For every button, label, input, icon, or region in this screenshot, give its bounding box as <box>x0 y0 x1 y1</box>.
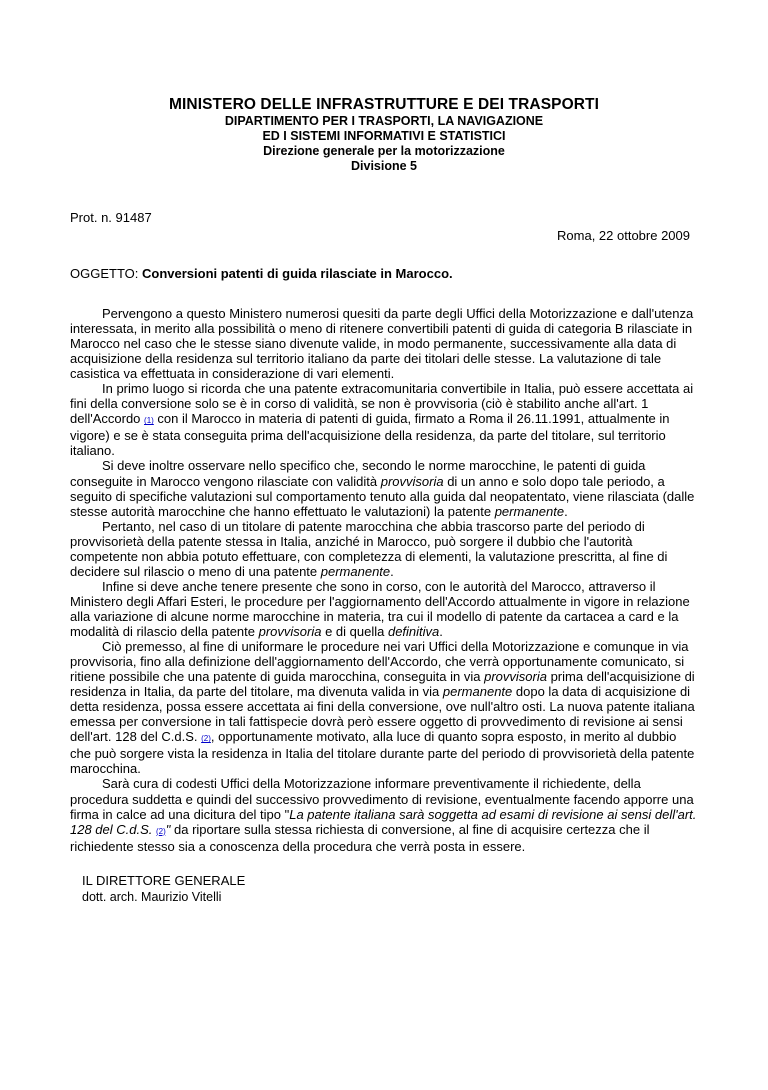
italic-term: provvisoria <box>484 669 547 685</box>
footnote-link-1[interactable]: (1) <box>144 416 154 426</box>
footnote-link-2[interactable]: (2) <box>201 734 211 744</box>
division-line: Divisione 5 <box>351 159 417 173</box>
italic-term: provvisoria <box>380 473 444 489</box>
italic-term: definitiva <box>387 623 440 639</box>
paragraph-text: Ciò premesso, al fine di uniformare le procedure nei vari Uffici della Motorizzazione e comunque in via provvisoria, fino alla definizione dell'aggiornamento dell'Accordo, che verrà opportunamente comunicato, si ritiene possibile che una patente di guida marocchina, conseguita in via <box>70 639 689 685</box>
signatory-name: dott. arch. Maurizio Vitelli <box>82 889 222 904</box>
subject-line <box>70 266 698 282</box>
paragraph-4 <box>70 519 698 579</box>
direction-line: Direzione generale per la motorizzazione <box>263 144 505 158</box>
letter-date: Roma, 22 ottobre 2009 <box>557 228 690 243</box>
paragraph-5 <box>70 579 698 639</box>
italic-term: permanente <box>494 503 565 519</box>
paragraph-text: . <box>564 503 568 519</box>
ministry-title: MINISTERO DELLE INFRASTRUTTURE E DEI TRASPORTI <box>169 96 599 113</box>
department-line-2: ED I SISTEMI INFORMATIVI E STATISTICI <box>262 129 506 143</box>
paragraph-text: prima dell'acquisizione di residenza in Italia, da parte del titolare, ma divenuta valida in via <box>70 669 695 700</box>
paragraph-text: Infine si deve anche tenere presente che sono in corso, con le autorità del Marocco, attraverso il Ministero degli Affari Esteri, le procedure per l'aggiornamento dell'Accordo attualmente in vigore in relazione alla variazione di alcune norme marocchine in materia, tra cui il modello di patente da cartacea a card e la modalità di rilascio della patente <box>70 578 690 639</box>
letter-body <box>70 306 698 854</box>
paragraph-6 <box>70 639 698 776</box>
letterhead <box>70 96 698 174</box>
paragraph-text: da riportare sulla stessa richiesta di conversione, al fine di acquisire certezza che il richiedente stesso sia a conoscenza della procedura che verrà posta in essere. <box>70 821 650 854</box>
paragraph-7 <box>70 776 698 853</box>
paragraph-3 <box>70 458 698 518</box>
paragraph-text: e di quella <box>321 623 388 639</box>
paragraph-text: Pervengono a questo Ministero numerosi quesiti da parte degli Uffici della Motorizzazione e dall'utenza interessata, in merito alla possibilità o meno di ritenere convertibili patenti di guida di categoria B rilasciate in Marocco nel caso che le stesse siano divenute valide, in modo permanente, successivamente alla data di acquisizione della residenza sul territorio italiano da parte dei titolari delle stesse. La valutazione di tale casistica va effettuata in considerazione di vari elementi. <box>70 306 694 382</box>
italic-term: provvisoria <box>258 623 322 639</box>
paragraph-text: Si deve inoltre osservare nello specifico che, secondo le norme marocchine, le patenti di guida conseguite in Marocco vengono rilasciate con validità <box>70 458 646 489</box>
paragraph-text: Sarà cura di codesti Uffici della Motorizzazione informare preventivamente il richiedente, della procedura suddetta e quindi del successivo provvedimento di revisione, eventualmente facendo apporre una firma in calce ad una dicitura del tipo " <box>70 776 694 822</box>
italic-term: permanente <box>320 563 391 579</box>
paragraph-text: . <box>390 563 394 579</box>
italic-quote-end: " <box>165 821 171 837</box>
subject-text: Conversioni patenti di guida rilasciate in Marocco. <box>142 266 453 281</box>
paragraph-text: Pertanto, nel caso di un titolare di patente marocchina che abbia trascorso parte del periodo di provvisorietà della patente stessa in Italia, anziché in Marocco, può sorgere il dubbio che l'autorità competente non abbia potuto effettuare, con completezza di elementi, la valutazione prescritta, al fine di decidere sul rilascio o meno di una patente <box>70 518 668 579</box>
italic-term: permanente <box>442 684 513 700</box>
paragraph-text: di un anno e solo dopo tale periodo, a seguito di specifiche valutazioni sul comportamento tenuto alla guida dal neopatentato, viene rilasciata (dalle stesse autorità marocchine che hanno effettuato le valutazioni) la patente <box>70 473 695 519</box>
signatory-role: IL DIRETTORE GENERALE <box>82 872 246 888</box>
department-line-1: DIPARTIMENTO PER I TRASPORTI, LA NAVIGAZIONE <box>224 114 544 128</box>
document-page <box>0 96 768 1090</box>
paragraph-text: In primo luogo si ricorda che una patente extracomunitaria convertibile in Italia, può essere accettata ai fini della conversione solo se è in corso di validità, se non è provvisoria (ciò è stabilito anche all'art. 1 dell'Accordo <box>70 381 694 427</box>
signature-block <box>70 872 698 906</box>
paragraph-2 <box>70 381 698 458</box>
paragraph-text: , opportunamente motivato, alla luce di quanto sopra esposto, in merito al dubbio che può sorgere vista la residenza in Italia del titolare durante parte del periodo di provvisorietà della patente marocchina. <box>70 729 695 777</box>
paragraph-1 <box>70 306 698 381</box>
paragraph-text: dopo la data di acquisizione di detta residenza, possa essere accettata ai fini della conversione, ove null'altro osti. La nuova patente italiana emessa per conversione in tali fattispecie dovrà però essere oggetto di provvedimento di revisione ai sensi dell'art. 128 del C.d.S. <box>70 684 695 745</box>
footnote-link-2b[interactable]: (2) <box>156 826 166 836</box>
protocol-number: Prot. n. 91487 <box>70 210 152 225</box>
paragraph-text: . <box>439 623 443 639</box>
paragraph-text: con il Marocco in materia di patenti di guida, firmato a Roma il 26.11.1991, attualmente in vigore) e se è stata conseguita prima dell'acquisizione della residenza, da parte del titolare, sul territorio italiano. <box>70 411 670 459</box>
italic-quote: La patente italiana sarà soggetta ad esami di revisione ai sensi dell'art. 128 del C.d.S. <box>70 806 697 837</box>
subject-label: OGGETTO: <box>70 266 142 281</box>
